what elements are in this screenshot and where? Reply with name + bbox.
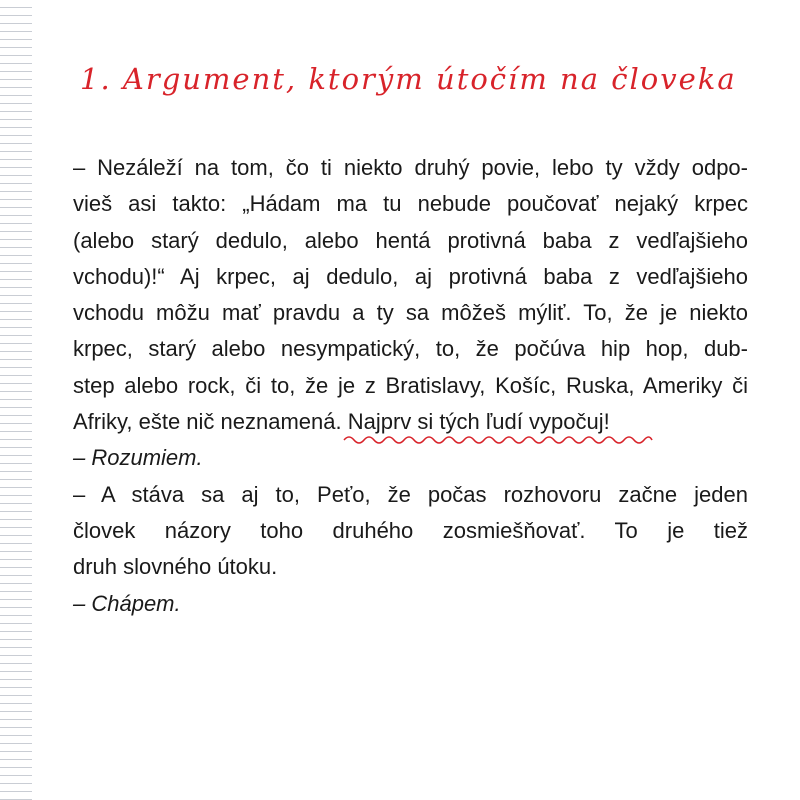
paragraph1-last-text: Afriky, ešte nič neznamená.	[73, 409, 348, 435]
paragraph1-line-6: krpec, starý alebo nesympatický, to, že počúva hip hop, dub-	[73, 336, 748, 362]
paragraph1-line-5: vchodu môžu mať pravdu a ty sa môžeš mýliť. To, že je niekto	[73, 300, 748, 326]
reply-chapem: – Chápem.	[73, 590, 181, 616]
paragraph2-line-2: človek názory toho druhého zosmiešňovať. To je tiež	[73, 517, 748, 543]
section-heading: 1. Argument, ktorým útočím na človeka	[80, 62, 737, 96]
highlighted-sentence-text: Najprv si tých ľudí vypočuj!	[347, 409, 610, 435]
ruled-notebook-margin	[0, 0, 32, 800]
paragraph1-line-3: (alebo starý dedulo, alebo hentá protivná baba z vedľajšieho	[73, 227, 748, 253]
body-text	[73, 150, 748, 622]
highlighted-sentence	[348, 404, 610, 440]
paragraph2-line-3: druh slovného útoku.	[73, 554, 278, 580]
paragraph1-line-8	[73, 404, 748, 440]
wavy-underline	[344, 434, 652, 446]
paragraph1-line-7: step alebo rock, či to, že je z Bratislavy, Košíc, Ruska, Ameriky či	[73, 372, 748, 398]
paragraph1-line-4: vchodu)!“ Aj krpec, aj dedulo, aj protivná baba z vedľajšieho	[73, 263, 748, 289]
paragraph1-line-1: – Nezáleží na tom, čo ti niekto druhý povie, lebo ty vždy odpo-	[73, 155, 748, 180]
reply-rozumiem: – Rozumiem.	[73, 445, 203, 471]
paragraph1-line-2: vieš asi takto: „Hádam ma tu nebude poučovať nejaký krpec	[73, 191, 748, 217]
paragraph2-line-1: – A stáva sa aj to, Peťo, že počas rozhovoru začne jeden	[73, 481, 748, 507]
